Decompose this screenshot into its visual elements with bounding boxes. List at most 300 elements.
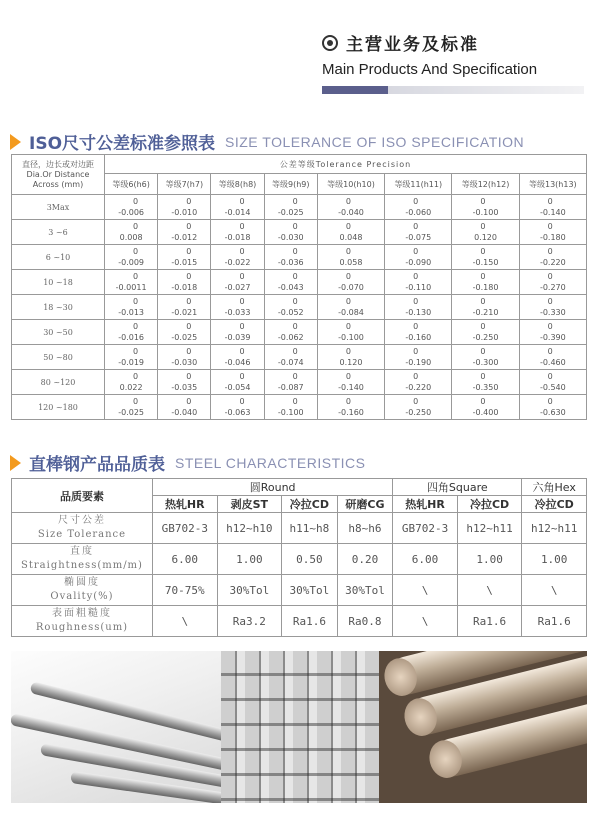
- section-en-title: STEEL CHARACTERISTICS: [175, 454, 366, 471]
- upper-deviation: 0: [186, 272, 192, 281]
- tolerance-cell: [385, 195, 452, 220]
- photo-hex-bars: [11, 651, 221, 803]
- tolerance-cell: [158, 195, 211, 220]
- section-title-tolerance: [10, 129, 524, 154]
- tolerance-cell: [519, 395, 586, 420]
- upper-deviation: 0: [413, 297, 419, 306]
- grade-header-cell: 等级12(h12): [452, 174, 519, 195]
- value-cell: 30%Tol: [217, 575, 282, 606]
- section-cn-title: 直棒钢产品品质表: [29, 455, 165, 475]
- orange-arrow-icon: [10, 455, 21, 471]
- property-en-label: Straightness(mm/m): [21, 560, 143, 571]
- upper-deviation: 0: [345, 347, 351, 356]
- element-header-cell: 品质要素: [12, 479, 153, 513]
- upper-deviation: 0: [345, 247, 351, 256]
- process-header-cell: 热轧HR: [153, 496, 218, 513]
- shape-group-header: 四角Square: [393, 479, 522, 496]
- section-en-title: SIZE TOLERANCE OF ISO SPECIFICATION: [225, 133, 525, 150]
- tolerance-cell: [105, 195, 158, 220]
- grade-header-cell: 等级7(h7): [158, 174, 211, 195]
- tolerance-cell: [264, 195, 317, 220]
- table-row: [12, 370, 587, 395]
- tolerance-cell: [264, 320, 317, 345]
- property-en-label: Roughness(um): [35, 622, 129, 633]
- tolerance-cell: [385, 220, 452, 245]
- lower-deviation: -0.014: [224, 208, 251, 217]
- value-cell: 1.00: [522, 544, 587, 575]
- lower-deviation: -0.100: [338, 333, 364, 342]
- tolerance-cell: [452, 320, 519, 345]
- lower-deviation: -0.630: [539, 408, 566, 417]
- table-row: [12, 295, 587, 320]
- value-cell: 1.00: [217, 544, 282, 575]
- upper-deviation: 0: [133, 297, 139, 306]
- lower-deviation: -0.025: [118, 408, 144, 417]
- value-cell: h11~h8: [282, 513, 338, 544]
- upper-deviation: 0: [345, 222, 351, 231]
- lower-deviation: -0.013: [118, 308, 144, 317]
- lower-deviation: -0.018: [224, 233, 251, 242]
- lower-deviation: -0.075: [405, 233, 432, 242]
- lower-deviation: -0.100: [277, 408, 304, 417]
- lower-deviation: -0.063: [224, 408, 251, 417]
- corner-header-line: 直径，边长或对边距: [22, 159, 94, 169]
- lower-deviation: -0.250: [405, 408, 432, 417]
- tolerance-cell: [105, 245, 158, 270]
- lower-deviation: 0.120: [339, 358, 363, 367]
- lower-deviation: -0.033: [224, 308, 251, 317]
- value-cell: 30%Tol: [337, 575, 393, 606]
- lower-deviation: 0.048: [339, 233, 363, 242]
- tolerance-cell: [211, 320, 264, 345]
- upper-deviation: 0: [345, 372, 351, 381]
- lower-deviation: 0.120: [474, 233, 497, 242]
- tolerance-cell: [452, 220, 519, 245]
- upper-deviation: 0: [413, 247, 419, 256]
- value-cell: Ra3.2: [217, 606, 282, 637]
- tolerance-cell: [211, 370, 264, 395]
- lower-deviation: -0.022: [224, 258, 251, 267]
- tolerance-cell: [158, 270, 211, 295]
- tolerance-cell: [385, 345, 452, 370]
- upper-deviation: 0: [480, 372, 486, 381]
- page-header: [322, 30, 592, 78]
- header-cn-text: 主营业务及标准: [346, 35, 479, 55]
- value-cell: \: [393, 606, 458, 637]
- upper-deviation: 0: [133, 222, 139, 231]
- lower-deviation: -0.012: [171, 233, 198, 242]
- process-header-cell: 冷拉CD: [282, 496, 338, 513]
- lower-deviation: 0.022: [119, 383, 143, 392]
- upper-deviation: 0: [239, 272, 245, 281]
- upper-deviation: 0: [239, 297, 245, 306]
- size-range-cell: 3 ~6: [12, 220, 105, 245]
- lower-deviation: 0.008: [119, 233, 143, 242]
- upper-deviation: 0: [547, 322, 553, 331]
- steel-characteristics-table: [11, 478, 587, 637]
- lower-deviation: -0.015: [171, 258, 198, 267]
- value-cell: 1.00: [457, 544, 522, 575]
- lower-deviation: -0.220: [539, 258, 566, 267]
- upper-deviation: 0: [133, 397, 139, 406]
- upper-deviation: 0: [547, 222, 553, 231]
- tolerance-cell: [452, 395, 519, 420]
- value-cell: h12~h10: [217, 513, 282, 544]
- lower-deviation: -0.400: [472, 408, 499, 417]
- size-range-cell: 3Max: [12, 195, 105, 220]
- table-row: [12, 606, 587, 637]
- tolerance-cell: [452, 270, 519, 295]
- upper-deviation: 0: [345, 322, 351, 331]
- value-cell: h12~h11: [457, 513, 522, 544]
- lower-deviation: -0.052: [277, 308, 304, 317]
- upper-deviation: 0: [547, 197, 553, 206]
- upper-deviation: 0: [186, 247, 192, 256]
- lower-deviation: -0.040: [171, 408, 198, 417]
- table-row: [12, 513, 587, 544]
- upper-deviation: 0: [480, 347, 486, 356]
- value-cell: \: [153, 606, 218, 637]
- upper-deviation: 0: [239, 197, 245, 206]
- lower-deviation: -0.190: [405, 358, 432, 367]
- property-label-cell: [12, 513, 153, 544]
- upper-deviation: 0: [133, 272, 139, 281]
- upper-deviation: 0: [292, 272, 298, 281]
- property-cn-label: 表面粗糙度: [52, 608, 112, 619]
- tolerance-cell: [385, 270, 452, 295]
- tolerance-cell: [452, 195, 519, 220]
- lower-deviation: -0.046: [224, 358, 251, 367]
- corner-header-cell: [12, 155, 105, 195]
- tolerance-cell: [317, 395, 384, 420]
- lower-deviation: -0.025: [277, 208, 304, 217]
- upper-deviation: 0: [186, 222, 192, 231]
- process-header-cell: 剥皮ST: [217, 496, 282, 513]
- table-row: [12, 320, 587, 345]
- tolerance-cell: [317, 370, 384, 395]
- tolerance-cell: [385, 245, 452, 270]
- lower-deviation: -0.036: [277, 258, 304, 267]
- lower-deviation: -0.087: [277, 383, 304, 392]
- tolerance-cell: [264, 270, 317, 295]
- lower-deviation: -0.160: [338, 408, 364, 417]
- tolerance-cell: [317, 270, 384, 295]
- lower-deviation: -0.330: [539, 308, 566, 317]
- lower-deviation: -0.270: [539, 283, 566, 292]
- header-cn-title: [322, 30, 592, 55]
- table-header-row: [12, 155, 587, 174]
- property-en-label: Size Tolerance: [37, 529, 127, 540]
- grade-header-cell: 等级6(h6): [105, 174, 158, 195]
- lower-deviation: -0.016: [118, 333, 144, 342]
- lower-deviation: -0.030: [277, 233, 304, 242]
- upper-deviation: 0: [345, 272, 351, 281]
- value-cell: Ra0.8: [337, 606, 393, 637]
- upper-deviation: 0: [480, 322, 486, 331]
- tolerance-cell: [452, 245, 519, 270]
- value-cell: 0.50: [282, 544, 338, 575]
- lower-deviation: -0.350: [472, 383, 499, 392]
- lower-deviation: -0.010: [171, 208, 198, 217]
- value-cell: \: [393, 575, 458, 606]
- table-row: [12, 245, 587, 270]
- grade-header-cell: 等级9(h9): [264, 174, 317, 195]
- property-cn-label: 尺寸公差: [58, 515, 106, 526]
- lower-deviation: -0.210: [472, 308, 499, 317]
- tolerance-cell: [105, 345, 158, 370]
- tolerance-cell: [105, 220, 158, 245]
- upper-deviation: 0: [292, 397, 298, 406]
- tolerance-cell: [264, 345, 317, 370]
- size-range-cell: 120 ~180: [12, 395, 105, 420]
- table-row: [12, 575, 587, 606]
- tolerance-cell: [105, 270, 158, 295]
- upper-deviation: 0: [547, 297, 553, 306]
- table-row: [12, 395, 587, 420]
- upper-deviation: 0: [239, 397, 245, 406]
- tolerance-cell: [158, 295, 211, 320]
- upper-deviation: 0: [413, 347, 419, 356]
- tolerance-cell: [317, 295, 384, 320]
- lower-deviation: -0.043: [277, 283, 304, 292]
- tolerance-cell: [211, 345, 264, 370]
- upper-deviation: 0: [133, 322, 139, 331]
- property-cn-label: 直度: [70, 546, 94, 557]
- property-label-cell: [12, 575, 153, 606]
- product-photos: [11, 651, 587, 803]
- tolerance-cell: [519, 270, 586, 295]
- upper-deviation: 0: [547, 272, 553, 281]
- lower-deviation: -0.140: [539, 208, 566, 217]
- upper-deviation: 0: [292, 372, 298, 381]
- lower-deviation: -0.180: [539, 233, 566, 242]
- table-row: [12, 544, 587, 575]
- tolerance-cell: [519, 370, 586, 395]
- upper-deviation: 0: [480, 197, 486, 206]
- target-circle-icon: [322, 35, 338, 51]
- tolerance-cell: [158, 320, 211, 345]
- tolerance-cell: [211, 195, 264, 220]
- lower-deviation: -0.027: [224, 283, 251, 292]
- value-cell: \: [457, 575, 522, 606]
- photo-round-bars: [379, 651, 587, 803]
- tolerance-cell: [385, 295, 452, 320]
- tolerance-cell: [211, 295, 264, 320]
- header-underline-bar: [322, 86, 584, 94]
- photo-angle-steel-stack: [221, 651, 379, 803]
- value-cell: GB702-3: [153, 513, 218, 544]
- tolerance-cell: [317, 245, 384, 270]
- value-cell: Ra1.6: [522, 606, 587, 637]
- lower-deviation: -0.054: [224, 383, 251, 392]
- process-header-cell: 研磨CG: [337, 496, 393, 513]
- table-row: [12, 270, 587, 295]
- upper-deviation: 0: [345, 197, 351, 206]
- upper-deviation: 0: [547, 347, 553, 356]
- tolerance-cell: [105, 295, 158, 320]
- tolerance-cell: [211, 245, 264, 270]
- lower-deviation: -0.084: [338, 308, 364, 317]
- corner-header-line: Across (mm): [32, 179, 84, 189]
- upper-deviation: 0: [292, 247, 298, 256]
- tolerance-cell: [452, 295, 519, 320]
- lower-deviation: -0.100: [472, 208, 499, 217]
- tolerance-cell: [317, 320, 384, 345]
- grade-header-cell: 等级13(h13): [519, 174, 586, 195]
- upper-deviation: 0: [292, 197, 298, 206]
- lower-deviation: -0.220: [405, 383, 432, 392]
- upper-deviation: 0: [239, 347, 245, 356]
- grade-header-cell: 等级11(h11): [385, 174, 452, 195]
- upper-deviation: 0: [345, 297, 351, 306]
- property-en-label: Ovality(%): [50, 591, 114, 602]
- tolerance-cell: [452, 370, 519, 395]
- upper-deviation: 0: [186, 372, 192, 381]
- lower-deviation: -0.0011: [115, 283, 147, 292]
- tolerance-cell: [317, 345, 384, 370]
- upper-deviation: 0: [133, 347, 139, 356]
- tolerance-cell: [385, 395, 452, 420]
- value-cell: 70-75%: [153, 575, 218, 606]
- lower-deviation: -0.035: [171, 383, 198, 392]
- tolerance-cell: [385, 320, 452, 345]
- upper-deviation: 0: [480, 272, 486, 281]
- upper-deviation: 0: [239, 222, 245, 231]
- table-row: [12, 345, 587, 370]
- value-cell: Ra1.6: [282, 606, 338, 637]
- lower-deviation: -0.018: [171, 283, 198, 292]
- lower-deviation: -0.300: [472, 358, 499, 367]
- upper-deviation: 0: [413, 222, 419, 231]
- upper-deviation: 0: [547, 397, 553, 406]
- value-cell: h8~h6: [337, 513, 393, 544]
- upper-deviation: 0: [547, 372, 553, 381]
- upper-deviation: 0: [292, 222, 298, 231]
- section-title-steel: [10, 450, 365, 475]
- section-cn-title: ISO尺寸公差标准参照表: [29, 134, 216, 154]
- size-range-cell: 80 ~120: [12, 370, 105, 395]
- tolerance-cell: [519, 320, 586, 345]
- tolerance-cell: [158, 395, 211, 420]
- shape-group-header: 圆Round: [153, 479, 393, 496]
- value-cell: GB702-3: [393, 513, 458, 544]
- table-row: [12, 195, 587, 220]
- upper-deviation: 0: [413, 322, 419, 331]
- lower-deviation: -0.030: [171, 358, 198, 367]
- tolerance-cell: [211, 395, 264, 420]
- lower-deviation: -0.039: [224, 333, 251, 342]
- tolerance-cell: [317, 220, 384, 245]
- tolerance-cell: [211, 220, 264, 245]
- upper-deviation: 0: [480, 397, 486, 406]
- tolerance-cell: [519, 220, 586, 245]
- tolerance-cell: [105, 320, 158, 345]
- lower-deviation: -0.074: [277, 358, 304, 367]
- value-cell: \: [522, 575, 587, 606]
- lower-deviation: -0.019: [118, 358, 144, 367]
- size-range-cell: 6 ~10: [12, 245, 105, 270]
- lower-deviation: -0.040: [338, 208, 364, 217]
- upper-deviation: 0: [413, 197, 419, 206]
- value-cell: Ra1.6: [457, 606, 522, 637]
- lower-deviation: -0.025: [171, 333, 198, 342]
- value-cell: 6.00: [153, 544, 218, 575]
- corner-header-line: Dia.Or Distance: [26, 169, 90, 179]
- lower-deviation: -0.062: [277, 333, 304, 342]
- lower-deviation: -0.110: [405, 283, 432, 292]
- tolerance-group-header: 公差等级Tolerance Precision: [105, 155, 587, 174]
- value-cell: 6.00: [393, 544, 458, 575]
- table-row: [12, 220, 587, 245]
- upper-deviation: 0: [413, 272, 419, 281]
- tolerance-cell: [519, 195, 586, 220]
- tolerance-cell: [158, 245, 211, 270]
- size-range-cell: 10 ~18: [12, 270, 105, 295]
- value-cell: 0.20: [337, 544, 393, 575]
- upper-deviation: 0: [239, 372, 245, 381]
- process-header-cell: 冷拉CD: [522, 496, 587, 513]
- tolerance-table: [11, 154, 587, 420]
- tolerance-cell: [105, 395, 158, 420]
- upper-deviation: 0: [186, 347, 192, 356]
- group-header-row: [12, 479, 587, 496]
- upper-deviation: 0: [186, 397, 192, 406]
- upper-deviation: 0: [133, 247, 139, 256]
- tolerance-cell: [105, 370, 158, 395]
- size-range-cell: 18 ~30: [12, 295, 105, 320]
- upper-deviation: 0: [413, 397, 419, 406]
- upper-deviation: 0: [239, 247, 245, 256]
- tolerance-cell: [158, 370, 211, 395]
- lower-deviation: -0.150: [472, 258, 499, 267]
- lower-deviation: -0.006: [118, 208, 144, 217]
- tolerance-cell: [211, 270, 264, 295]
- grade-header-cell: 等级8(h8): [211, 174, 264, 195]
- value-cell: h12~h11: [522, 513, 587, 544]
- property-cn-label: 椭圆度: [64, 577, 100, 588]
- lower-deviation: 0.058: [339, 258, 363, 267]
- value-cell: 30%Tol: [282, 575, 338, 606]
- upper-deviation: 0: [239, 322, 245, 331]
- lower-deviation: -0.060: [405, 208, 432, 217]
- upper-deviation: 0: [345, 397, 351, 406]
- property-label-cell: [12, 544, 153, 575]
- tolerance-cell: [519, 245, 586, 270]
- upper-deviation: 0: [413, 372, 419, 381]
- lower-deviation: -0.540: [539, 383, 566, 392]
- grade-header-cell: 等级10(h10): [317, 174, 384, 195]
- tolerance-cell: [264, 370, 317, 395]
- upper-deviation: 0: [480, 222, 486, 231]
- size-range-cell: 30 ~50: [12, 320, 105, 345]
- header-en-title: Main Products And Specification: [322, 61, 538, 78]
- property-label-cell: [12, 606, 153, 637]
- upper-deviation: 0: [292, 297, 298, 306]
- tolerance-cell: [264, 220, 317, 245]
- lower-deviation: -0.390: [539, 333, 566, 342]
- tolerance-cell: [264, 295, 317, 320]
- tolerance-cell: [385, 370, 452, 395]
- tolerance-cell: [264, 245, 317, 270]
- lower-deviation: -0.070: [338, 283, 364, 292]
- upper-deviation: 0: [292, 347, 298, 356]
- lower-deviation: -0.250: [472, 333, 499, 342]
- process-header-cell: 热轧HR: [393, 496, 458, 513]
- upper-deviation: 0: [133, 372, 139, 381]
- lower-deviation: -0.140: [338, 383, 364, 392]
- tolerance-cell: [452, 345, 519, 370]
- upper-deviation: 0: [480, 247, 486, 256]
